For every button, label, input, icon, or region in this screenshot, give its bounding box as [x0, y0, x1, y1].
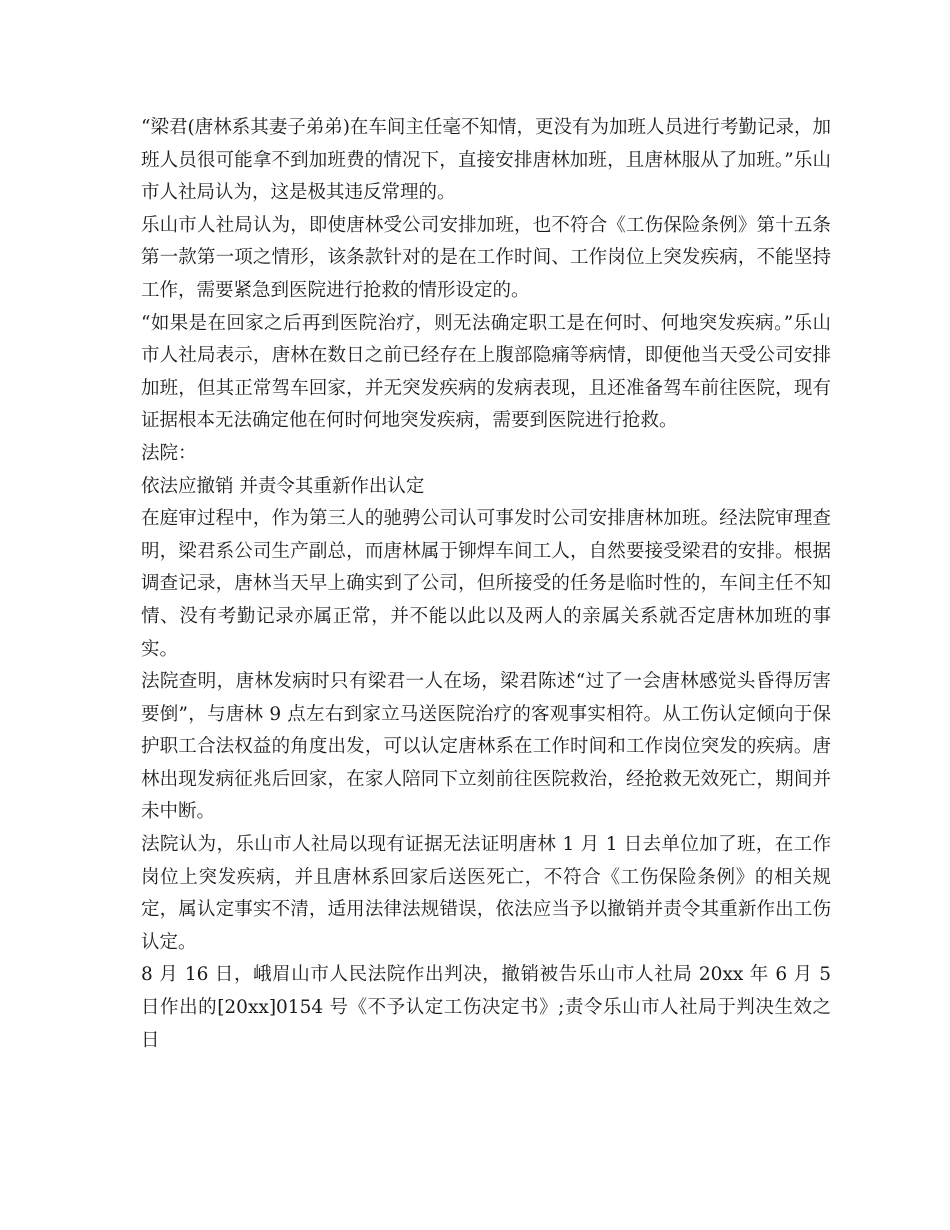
section-heading: 依法应撤销 并责令其重新作出认定 [141, 475, 425, 497]
paragraph-6: 法院认为，乐山市人社局以现有证据无法证明唐林 1 月 1 日去单位加了班，在工作岗位上突发疾病，并且唐林系回家后送医死亡，不符合《工伤保险条例》的相关规定，属认定事实不清，适用法律法规错误，依法应当予以撤销并责令其重新作出工伤认定。 [141, 834, 831, 953]
paragraph-4: 在庭审过程中，作为第三人的驰骋公司认可事发时公司安排唐林加班。经法院审理查明，梁君系公司生产副总，而唐林属于铆焊车间工人，自然要接受梁君的安排。根据调查记录，唐林当天早上确实到了公司，但所接受的任务是临时性的，车间主任不知情、没有考勤记录亦属正常，并不能以此以及两人的亲属关系就否定唐林加班的事实。 [141, 508, 831, 660]
paragraph-1: “梁君(唐林系其妻子弟弟)在车间主任毫不知情，更没有为加班人员进行考勤记录，加班人员很可能拿不到加班费的情况下，直接安排唐林加班，且唐林服从了加班。”乐山市人社局认为，这是极其违反常理的。 [141, 117, 831, 204]
paragraph-3: “如果是在回家之后再到医院治疗，则无法确定职工是在何时、何地突发疾病。”乐山市人社局表示，唐林在数日之前已经存在上腹部隐痛等病情，即便他当天受公司安排加班，但其正常驾车回家，并无突发疾病的发病表现，且还准备驾车前往医院，现有证据根本无法确定他在何时何地突发疾病，需要到医院进行抢救。 [141, 312, 831, 432]
document-body [141, 112, 831, 1057]
section-label-court: 法院： [141, 442, 197, 464]
paragraph-2: 乐山市人社局认为，即使唐林受公司安排加班，也不符合《工伤保险条例》第十五条第一款第一项之情形，该条款针对的是在工作时间、工作岗位上突发疾病，不能坚持工作，需要紧急到医院进行抢救的情形设定的。 [141, 214, 831, 301]
paragraph-5: 法院查明，唐林发病时只有梁君一人在场，梁君陈述“过了一会唐林感觉头昏得厉害要倒”，与唐林 9 点左右到家立马送医院治疗的客观事实相符。从工伤认定倾向于保护职工合法权益的角度出发，可以认定唐林系在工作时间和工作岗位突发的疾病。唐林出现发病征兆后回家，在家人陪同下立刻前往医院救治，经抢救无效死亡，期间并未中断。 [141, 671, 831, 823]
paragraph-7: 8 月 16 日，峨眉山市人民法院作出判决，撤销被告乐山市人社局 20xx 年 6 月 5 日作出的[20xx]0154 号《不予认定工伤决定书》;责令乐山市人社局于判决生效之日 [141, 964, 831, 1051]
